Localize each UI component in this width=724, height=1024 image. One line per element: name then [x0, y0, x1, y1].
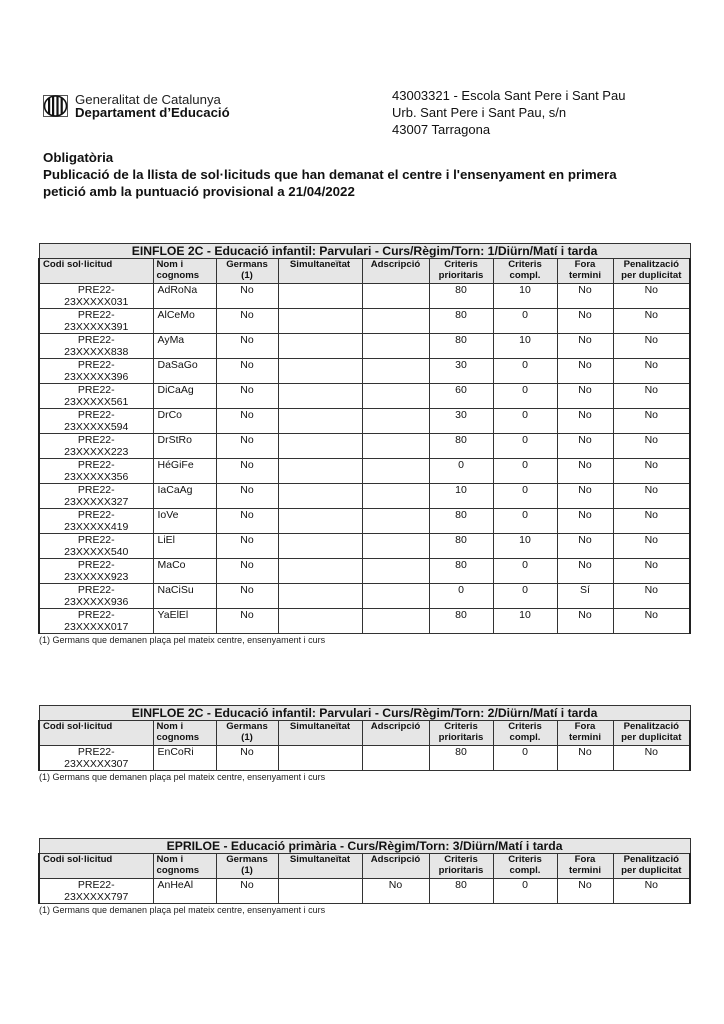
header-line-2: cognoms — [156, 732, 200, 743]
fora-termini-cell: No — [557, 359, 613, 384]
code-prefix: PRE22- — [77, 284, 115, 296]
header-line-1: Criteris — [444, 854, 478, 865]
simultaneitat-cell — [278, 609, 362, 634]
code-prefix: PRE22- — [77, 309, 115, 321]
simultaneitat-cell — [278, 359, 362, 384]
header-line-2: compl. — [509, 732, 541, 743]
penalitzacio-cell: No — [613, 746, 690, 771]
code-number: 23XXXXX561 — [64, 396, 129, 408]
fora-termini-cell: No — [557, 309, 613, 334]
code-prefix: PRE22- — [77, 409, 115, 421]
code-prefix: PRE22- — [77, 879, 115, 891]
nom-cognoms-cell: HéGiFe — [153, 459, 216, 484]
nom-cognoms-cell: AnHeAl — [153, 879, 216, 904]
code-number: 23XXXXX797 — [64, 891, 129, 903]
criteris-prioritaris-cell: 80 — [429, 309, 493, 334]
code-number: 23XXXXX594 — [64, 421, 129, 433]
fora-termini-cell: Sí — [557, 584, 613, 609]
code-number: 23XXXXX923 — [64, 571, 129, 583]
col-fora-termini-header — [557, 854, 613, 879]
col-fora-termini-header — [557, 721, 613, 746]
footnote: (1) Germans que demanen plaça pel mateix centre, ensenyament i curs — [39, 772, 326, 782]
criteris-compl-cell: 0 — [493, 484, 557, 509]
table-row — [39, 409, 690, 434]
adscripcio-cell — [362, 434, 429, 459]
code-prefix: PRE22- — [77, 459, 115, 471]
table-row — [39, 384, 690, 409]
header-line-1: Codi sol·licitud — [43, 259, 113, 270]
code-prefix: PRE22- — [77, 746, 115, 758]
results-section-2 — [38, 705, 689, 782]
code-prefix: PRE22- — [77, 609, 115, 621]
nom-cognoms-cell: IaCaAg — [153, 484, 216, 509]
fora-termini-cell: No — [557, 334, 613, 359]
simultaneitat-cell — [278, 746, 362, 771]
nom-cognoms-cell: MaCo — [153, 559, 216, 584]
results-table — [38, 705, 691, 771]
simultaneitat-cell — [278, 434, 362, 459]
criteris-compl-cell: 0 — [493, 746, 557, 771]
adscripcio-cell — [362, 284, 429, 309]
code-number: 23XXXXX327 — [64, 496, 129, 508]
col-simultaneitat-header — [278, 854, 362, 879]
col-criteris-prioritaris-header — [429, 854, 493, 879]
header-line-1: Adscripció — [370, 259, 421, 270]
header-line-2: per duplicitat — [621, 732, 682, 743]
header-line-2: (1) — [241, 865, 253, 876]
header-line-2: prioritaris — [438, 270, 484, 281]
col-germans-header — [216, 259, 278, 284]
table-row — [39, 509, 690, 534]
adscripcio-cell: No — [362, 879, 429, 904]
criteris-prioritaris-cell: 30 — [429, 359, 493, 384]
code-number: 23XXXXX540 — [64, 546, 129, 558]
header-line-1: Criteris — [508, 854, 542, 865]
results-table — [38, 243, 691, 634]
table-header-row — [39, 721, 690, 746]
school-street: Urb. Sant Pere i Sant Pau, s/n — [392, 105, 567, 120]
department-name: Departament d’Educació — [75, 105, 230, 120]
code-prefix: PRE22- — [77, 509, 115, 521]
penalitzacio-cell: No — [613, 559, 690, 584]
germans-cell: No — [216, 534, 278, 559]
header-line-1: Codi sol·licitud — [43, 721, 113, 732]
header-line-1: Penalització — [623, 721, 680, 732]
header-line-1: Criteris — [508, 259, 542, 270]
criteris-prioritaris-cell: 80 — [429, 509, 493, 534]
fora-termini-cell: No — [557, 879, 613, 904]
col-codi-header — [39, 721, 153, 746]
penalitzacio-cell: No — [613, 309, 690, 334]
criteris-compl-cell: 0 — [493, 309, 557, 334]
header-line-1: Fora — [574, 259, 596, 270]
table-row — [39, 534, 690, 559]
nom-cognoms-cell: AlCeMo — [153, 309, 216, 334]
fora-termini-cell: No — [557, 534, 613, 559]
table-header-row — [39, 259, 690, 284]
code-number: 23XXXXX017 — [64, 621, 129, 633]
penalitzacio-cell: No — [613, 509, 690, 534]
table-row — [39, 459, 690, 484]
results-table — [38, 838, 691, 904]
penalitzacio-cell: No — [613, 584, 690, 609]
adscripcio-cell — [362, 559, 429, 584]
adscripcio-cell — [362, 509, 429, 534]
table-title: EINFLOE 2C - Educació infantil: Parvulari - Curs/Règim/Torn: 2/Diürn/Matí i tarda — [39, 706, 690, 721]
fora-termini-cell: No — [557, 459, 613, 484]
header-line-2: (1) — [241, 732, 253, 743]
criteris-prioritaris-cell: 30 — [429, 409, 493, 434]
codi-sollicitud-cell — [39, 584, 153, 609]
penalitzacio-cell: No — [613, 534, 690, 559]
codi-sollicitud-cell — [39, 334, 153, 359]
criteris-prioritaris-cell: 60 — [429, 384, 493, 409]
germans-cell: No — [216, 484, 278, 509]
penalitzacio-cell: No — [613, 359, 690, 384]
code-prefix: PRE22- — [77, 334, 115, 346]
code-prefix: PRE22- — [77, 584, 115, 596]
criteris-prioritaris-cell: 10 — [429, 484, 493, 509]
penalitzacio-cell: No — [613, 334, 690, 359]
codi-sollicitud-cell — [39, 409, 153, 434]
criteris-prioritaris-cell: 80 — [429, 746, 493, 771]
nom-cognoms-cell: LiEl — [153, 534, 216, 559]
col-codi-header — [39, 854, 153, 879]
header-line-1: Simultaneïtat — [289, 721, 351, 732]
col-adscripcio-header — [362, 854, 429, 879]
header-line-2: per duplicitat — [621, 270, 682, 281]
col-penalitzacio-header — [613, 721, 690, 746]
title-description: Publicació de la llista de sol·licituds que han demanat el centre i l'ensenyament en primera — [43, 167, 617, 182]
table-row — [39, 359, 690, 384]
code-number: 23XXXXX391 — [64, 321, 129, 333]
adscripcio-cell — [362, 334, 429, 359]
table-row — [39, 609, 690, 634]
criteris-compl-cell: 0 — [493, 559, 557, 584]
table-row — [39, 559, 690, 584]
header-line-1: Codi sol·licitud — [43, 854, 113, 865]
header-line-1: Nom i — [156, 854, 184, 865]
nom-cognoms-cell: AyMa — [153, 334, 216, 359]
results-section-3 — [38, 838, 689, 915]
simultaneitat-cell — [278, 459, 362, 484]
criteris-compl-cell: 0 — [493, 509, 557, 534]
germans-cell: No — [216, 284, 278, 309]
code-prefix: PRE22- — [77, 534, 115, 546]
col-nom-header — [153, 259, 216, 284]
header-line-2: termini — [569, 270, 601, 281]
col-nom-header — [153, 721, 216, 746]
nom-cognoms-cell: DaSaGo — [153, 359, 216, 384]
col-adscripcio-header — [362, 721, 429, 746]
criteris-compl-cell: 0 — [493, 434, 557, 459]
codi-sollicitud-cell — [39, 534, 153, 559]
header-line-1: Germans — [226, 854, 268, 865]
header-line-2: compl. — [509, 865, 541, 876]
criteris-compl-cell: 10 — [493, 284, 557, 309]
penalitzacio-cell: No — [613, 409, 690, 434]
header-line-1: Penalització — [623, 854, 680, 865]
germans-cell: No — [216, 409, 278, 434]
criteris-prioritaris-cell: 0 — [429, 584, 493, 609]
code-number: 23XXXXX419 — [64, 521, 129, 533]
germans-cell: No — [216, 584, 278, 609]
penalitzacio-cell: No — [613, 284, 690, 309]
codi-sollicitud-cell — [39, 559, 153, 584]
nom-cognoms-cell: EnCoRi — [153, 746, 216, 771]
simultaneitat-cell — [278, 509, 362, 534]
header-line-1: Nom i — [156, 721, 184, 732]
header-line-2: prioritaris — [438, 732, 484, 743]
criteris-prioritaris-cell: 80 — [429, 534, 493, 559]
criteris-prioritaris-cell: 80 — [429, 559, 493, 584]
table-row — [39, 584, 690, 609]
germans-cell: No — [216, 309, 278, 334]
adscripcio-cell — [362, 409, 429, 434]
results-section-1 — [38, 243, 689, 645]
col-criteris-compl-header — [493, 259, 557, 284]
col-criteris-compl-header — [493, 854, 557, 879]
simultaneitat-cell — [278, 409, 362, 434]
title-category: Obligatòria — [43, 150, 114, 165]
fora-termini-cell: No — [557, 484, 613, 509]
header-line-1: Fora — [574, 721, 596, 732]
code-number: 23XXXXX223 — [64, 446, 129, 458]
code-number: 23XXXXX307 — [64, 758, 129, 770]
codi-sollicitud-cell — [39, 879, 153, 904]
fora-termini-cell: No — [557, 434, 613, 459]
codi-sollicitud-cell — [39, 434, 153, 459]
simultaneitat-cell — [278, 484, 362, 509]
criteris-compl-cell: 0 — [493, 359, 557, 384]
nom-cognoms-cell: IoVe — [153, 509, 216, 534]
fora-termini-cell: No — [557, 284, 613, 309]
simultaneitat-cell — [278, 334, 362, 359]
table-title: EPRILOE - Educació primària - Curs/Règim/Torn: 3/Diürn/Matí i tarda — [39, 839, 690, 854]
table-row — [39, 309, 690, 334]
code-prefix: PRE22- — [77, 384, 115, 396]
fora-termini-cell: No — [557, 609, 613, 634]
header-line-1: Germans — [226, 259, 268, 270]
col-fora-termini-header — [557, 259, 613, 284]
code-number: 23XXXXX031 — [64, 296, 129, 308]
header-line-1: Germans — [226, 721, 268, 732]
table-row — [39, 334, 690, 359]
fora-termini-cell: No — [557, 409, 613, 434]
table-row — [39, 434, 690, 459]
school-address — [392, 87, 625, 138]
header-line-1: Nom i — [156, 259, 184, 270]
org-name: Generalitat de Catalunya — [75, 92, 221, 107]
simultaneitat-cell — [278, 384, 362, 409]
adscripcio-cell — [362, 309, 429, 334]
codi-sollicitud-cell — [39, 746, 153, 771]
table-header-row — [39, 854, 690, 879]
header-line-2: termini — [569, 732, 601, 743]
col-adscripcio-header — [362, 259, 429, 284]
germans-cell: No — [216, 459, 278, 484]
footnote: (1) Germans que demanen plaça pel mateix centre, ensenyament i curs — [39, 635, 326, 645]
col-criteris-prioritaris-header — [429, 721, 493, 746]
code-prefix: PRE22- — [77, 359, 115, 371]
school-code-name: 43003321 - Escola Sant Pere i Sant Pau — [392, 88, 626, 103]
penalitzacio-cell: No — [613, 484, 690, 509]
codi-sollicitud-cell — [39, 459, 153, 484]
penalitzacio-cell: No — [613, 879, 690, 904]
nom-cognoms-cell: DrCo — [153, 409, 216, 434]
codi-sollicitud-cell — [39, 484, 153, 509]
col-simultaneitat-header — [278, 259, 362, 284]
simultaneitat-cell — [278, 284, 362, 309]
germans-cell: No — [216, 879, 278, 904]
criteris-prioritaris-cell: 80 — [429, 609, 493, 634]
codi-sollicitud-cell — [39, 609, 153, 634]
codi-sollicitud-cell — [39, 509, 153, 534]
generalitat-logo — [43, 93, 230, 119]
simultaneitat-cell — [278, 534, 362, 559]
header-line-2: (1) — [241, 270, 253, 281]
school-city: 43007 Tarragona — [392, 122, 491, 137]
adscripcio-cell — [362, 359, 429, 384]
code-prefix: PRE22- — [77, 434, 115, 446]
fora-termini-cell: No — [557, 746, 613, 771]
codi-sollicitud-cell — [39, 384, 153, 409]
header-line-1: Simultaneïtat — [289, 259, 351, 270]
criteris-prioritaris-cell: 0 — [429, 459, 493, 484]
header-line-2: termini — [569, 865, 601, 876]
fora-termini-cell: No — [557, 559, 613, 584]
col-germans-header — [216, 854, 278, 879]
germans-cell: No — [216, 359, 278, 384]
fora-termini-cell: No — [557, 384, 613, 409]
header-line-1: Simultaneïtat — [289, 854, 351, 865]
criteris-compl-cell: 0 — [493, 384, 557, 409]
generalitat-emblem-icon — [43, 95, 68, 117]
header-line-2: cognoms — [156, 865, 200, 876]
germans-cell: No — [216, 434, 278, 459]
header-line-1: Adscripció — [370, 854, 421, 865]
code-prefix: PRE22- — [77, 559, 115, 571]
table-row — [39, 746, 690, 771]
criteris-compl-cell: 0 — [493, 879, 557, 904]
nom-cognoms-cell: DiCaAg — [153, 384, 216, 409]
simultaneitat-cell — [278, 584, 362, 609]
code-prefix: PRE22- — [77, 484, 115, 496]
col-criteris-prioritaris-header — [429, 259, 493, 284]
criteris-compl-cell: 0 — [493, 584, 557, 609]
col-codi-header — [39, 259, 153, 284]
germans-cell: No — [216, 609, 278, 634]
col-criteris-compl-header — [493, 721, 557, 746]
adscripcio-cell — [362, 534, 429, 559]
criteris-compl-cell: 10 — [493, 334, 557, 359]
criteris-compl-cell: 0 — [493, 459, 557, 484]
header-line-1: Fora — [574, 854, 596, 865]
header-line-1: Criteris — [444, 721, 478, 732]
criteris-prioritaris-cell: 80 — [429, 434, 493, 459]
nom-cognoms-cell: NaCiSu — [153, 584, 216, 609]
penalitzacio-cell: No — [613, 434, 690, 459]
criteris-compl-cell: 10 — [493, 609, 557, 634]
penalitzacio-cell: No — [613, 459, 690, 484]
criteris-compl-cell: 10 — [493, 534, 557, 559]
header-line-2: cognoms — [156, 270, 200, 281]
penalitzacio-cell: No — [613, 384, 690, 409]
adscripcio-cell — [362, 746, 429, 771]
col-simultaneitat-header — [278, 721, 362, 746]
col-nom-header — [153, 854, 216, 879]
germans-cell: No — [216, 509, 278, 534]
simultaneitat-cell — [278, 559, 362, 584]
penalitzacio-cell: No — [613, 609, 690, 634]
footnote: (1) Germans que demanen plaça pel mateix centre, ensenyament i curs — [39, 905, 326, 915]
adscripcio-cell — [362, 459, 429, 484]
code-number: 23XXXXX838 — [64, 346, 129, 358]
table-row — [39, 484, 690, 509]
adscripcio-cell — [362, 384, 429, 409]
codi-sollicitud-cell — [39, 309, 153, 334]
nom-cognoms-cell: AdRoNa — [153, 284, 216, 309]
simultaneitat-cell — [278, 309, 362, 334]
table-row — [39, 284, 690, 309]
header-line-1: Criteris — [444, 259, 478, 270]
header-line-1: Adscripció — [370, 721, 421, 732]
title-date-line: petició amb la puntuació provisional a 21/04/2022 — [43, 184, 355, 199]
nom-cognoms-cell: YaElEl — [153, 609, 216, 634]
germans-cell: No — [216, 334, 278, 359]
col-germans-header — [216, 721, 278, 746]
simultaneitat-cell — [278, 879, 362, 904]
adscripcio-cell — [362, 484, 429, 509]
criteris-compl-cell: 0 — [493, 409, 557, 434]
header-line-1: Penalització — [623, 259, 680, 270]
col-penalitzacio-header — [613, 259, 690, 284]
header-line-2: prioritaris — [438, 865, 484, 876]
table-row — [39, 879, 690, 904]
header-line-1: Criteris — [508, 721, 542, 732]
header-line-2: compl. — [509, 270, 541, 281]
adscripcio-cell — [362, 609, 429, 634]
criteris-prioritaris-cell: 80 — [429, 284, 493, 309]
codi-sollicitud-cell — [39, 284, 153, 309]
code-number: 23XXXXX396 — [64, 371, 129, 383]
criteris-prioritaris-cell: 80 — [429, 334, 493, 359]
nom-cognoms-cell: DrStRo — [153, 434, 216, 459]
criteris-prioritaris-cell: 80 — [429, 879, 493, 904]
page-title — [43, 149, 693, 200]
code-number: 23XXXXX936 — [64, 596, 129, 608]
col-penalitzacio-header — [613, 854, 690, 879]
germans-cell: No — [216, 559, 278, 584]
header-line-2: per duplicitat — [621, 865, 682, 876]
adscripcio-cell — [362, 584, 429, 609]
code-number: 23XXXXX356 — [64, 471, 129, 483]
table-title: EINFLOE 2C - Educació infantil: Parvulari - Curs/Règim/Torn: 1/Diürn/Matí i tarda — [39, 244, 690, 259]
germans-cell: No — [216, 746, 278, 771]
germans-cell: No — [216, 384, 278, 409]
fora-termini-cell: No — [557, 509, 613, 534]
codi-sollicitud-cell — [39, 359, 153, 384]
